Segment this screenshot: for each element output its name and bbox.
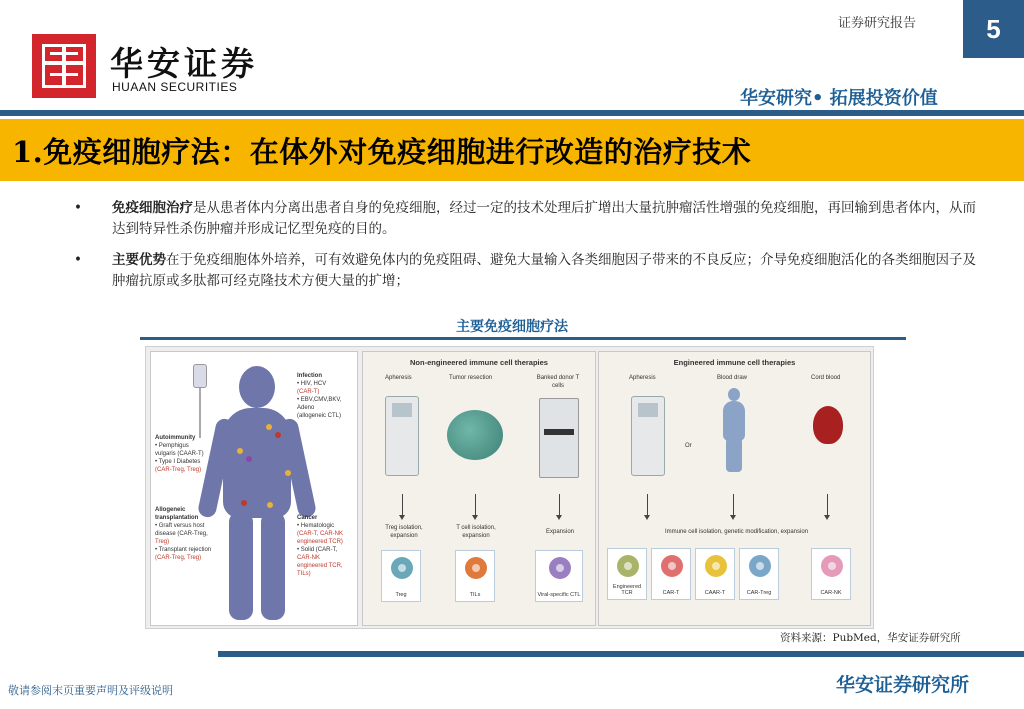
iv-line bbox=[199, 388, 201, 438]
bullet-keyword: 免疫细胞治疗 bbox=[112, 200, 193, 216]
cell-label: CAR-T bbox=[662, 590, 680, 596]
cancer-item: engineered TCR, bbox=[297, 563, 343, 569]
flow-arrow bbox=[647, 494, 648, 516]
title-band bbox=[0, 119, 1024, 181]
allogeneic-title: Allogeneic transplantation bbox=[155, 507, 199, 521]
figure-title: 主要免疫细胞疗法 bbox=[456, 319, 568, 335]
source-label: Apheresis bbox=[385, 375, 412, 381]
cancer-item: • Hematologic bbox=[297, 523, 335, 529]
car-t-cell-icon bbox=[661, 555, 683, 577]
cell-card bbox=[811, 548, 851, 600]
step-label: T cell isolation, expansion bbox=[456, 525, 496, 539]
allogeneic-item: • Graft versus host bbox=[155, 523, 205, 529]
source-label: Tumor resection bbox=[449, 375, 493, 381]
cell-card bbox=[381, 550, 421, 602]
cancer-title: Cancer bbox=[297, 515, 318, 521]
engineered-tcr-cell-icon bbox=[617, 555, 639, 577]
page-title: 1.免疫细胞疗法：在体外对免疫细胞进行改造的治疗技术 bbox=[12, 134, 752, 169]
car-nk-cell-icon bbox=[821, 555, 843, 577]
autoimmunity-title: Autoimmunity bbox=[155, 435, 196, 441]
cancer-item: TILs) bbox=[297, 571, 311, 577]
allogeneic-item: • Transplant rejection bbox=[155, 547, 212, 553]
apheresis-machine-icon bbox=[631, 396, 665, 476]
allogeneic-item: disease (CAR-Treg, bbox=[155, 531, 208, 537]
huaan-logo bbox=[32, 34, 96, 98]
cancer-item: (CAR-T, CAR-NK bbox=[297, 531, 343, 537]
cell-card bbox=[607, 548, 647, 600]
freezer-icon bbox=[539, 398, 579, 478]
bullet-text: 是从患者体内分离出患者自身的免疫细胞，经过一定的技术处理后扩增出大量抗肿瘤活性增强的免疫细胞，再回输到患者体内，从而达到特异性杀伤肿瘤并形成记忆型免疫的目的。 bbox=[112, 200, 976, 237]
or-label: Or bbox=[685, 443, 692, 449]
immune-therapy-figure bbox=[145, 346, 874, 629]
bullet-text: 在于免疫细胞体外培养，可有效避免体内的免疫阻碍、避免大量输入各类细胞因子带来的不良反应；介导免疫细胞活化的各类细胞因子及肿瘤抗原或多肽都可经克隆技术方便大量的扩增； bbox=[112, 252, 976, 289]
footer-divider bbox=[218, 651, 1024, 657]
donor-person-icon bbox=[721, 388, 747, 474]
flow-arrow bbox=[475, 494, 476, 516]
cell-label: Viral-specific CTL bbox=[537, 592, 581, 598]
cell-label: CAR-NK bbox=[820, 590, 842, 596]
infection-spot bbox=[275, 432, 281, 438]
infection-item: (CAR-T) bbox=[297, 389, 320, 395]
bullet-item bbox=[74, 198, 984, 240]
allogeneic-item: (CAR-Treg, Treg) bbox=[155, 555, 202, 561]
iv-bag-icon bbox=[193, 364, 207, 388]
til-cell-icon bbox=[465, 557, 487, 579]
autoimmunity-item: (CAR-Treg, Treg) bbox=[155, 467, 202, 473]
brand-name-en: HUAAN SECURITIES bbox=[112, 80, 238, 94]
autoimmunity-item: • Type I Diabetes bbox=[155, 459, 201, 465]
flow-arrow bbox=[733, 494, 734, 516]
infection-item: • EBV,CMV,BKV, bbox=[297, 397, 342, 403]
panel-title: Non-engineered immune cell therapies bbox=[410, 358, 548, 367]
cell-label: TILs bbox=[469, 592, 481, 598]
cell-card bbox=[535, 550, 583, 602]
bullet-item bbox=[74, 250, 984, 292]
flow-arrow bbox=[402, 494, 403, 516]
human-torso bbox=[223, 408, 291, 518]
cell-card bbox=[695, 548, 735, 600]
infection-item: Adeno bbox=[297, 405, 315, 411]
step-label: Treg isolation, expansion bbox=[385, 525, 423, 539]
panel-engineered bbox=[598, 351, 871, 626]
autoimmunity-spot bbox=[246, 456, 252, 462]
cancer-item: • Solid (CAR-T, bbox=[297, 547, 338, 553]
source-note: 资料来源：PubMed，华安证券研究所 bbox=[780, 632, 961, 644]
cell-label: Treg bbox=[395, 592, 407, 598]
cancer-spot bbox=[267, 502, 273, 508]
human-head bbox=[239, 366, 275, 408]
bullet-marker: • bbox=[74, 252, 82, 268]
step-label: Immune cell isolation, genetic modification, expansion bbox=[664, 529, 809, 535]
step-label: Expansion bbox=[545, 529, 575, 535]
car-treg-cell-icon bbox=[749, 555, 771, 577]
flow-arrow bbox=[559, 494, 560, 516]
source-label: Blood draw bbox=[717, 375, 748, 381]
brand-name-cn: 华安证券 bbox=[110, 44, 258, 83]
human-leg-left bbox=[229, 512, 253, 620]
slogan: 华安研究• 拓展投资价值 bbox=[740, 88, 938, 109]
cancer-spot bbox=[241, 500, 247, 506]
human-leg-right bbox=[261, 512, 285, 620]
footer-institute: 华安证券研究所 bbox=[836, 674, 970, 696]
infection-spot bbox=[266, 424, 272, 430]
cell-label: CAAR-T bbox=[704, 590, 726, 596]
infection-item: (allogeneic CTL) bbox=[297, 413, 342, 419]
report-type-label: 证券研究报告 bbox=[838, 16, 917, 31]
infection-title: Infection bbox=[297, 373, 322, 379]
cancer-item: CAR-NK bbox=[297, 555, 321, 561]
autoimmunity-spot bbox=[237, 448, 243, 454]
tumor-icon bbox=[447, 410, 503, 460]
autoimmunity-item: vulgaris (CAAR-T) bbox=[155, 451, 204, 457]
page-number: 5 bbox=[963, 0, 1024, 58]
infection-item: • HIV, HCV bbox=[297, 381, 327, 387]
bullet-marker: • bbox=[74, 200, 82, 216]
panel-applications bbox=[150, 351, 358, 626]
cell-label: Engineered TCR bbox=[612, 584, 642, 596]
cell-label: CAR-Treg bbox=[746, 590, 772, 596]
cell-card bbox=[455, 550, 495, 602]
autoimmunity-item: • Pemphigus bbox=[155, 443, 189, 449]
cancer-item: engineered TCR) bbox=[297, 539, 343, 545]
cell-card bbox=[651, 548, 691, 600]
header-divider bbox=[0, 110, 1024, 116]
cancer-spot bbox=[285, 470, 291, 476]
cord-blood-icon bbox=[813, 406, 843, 444]
source-label: Banked donor T cells bbox=[536, 375, 580, 389]
flow-arrow bbox=[827, 494, 828, 516]
disclaimer-link[interactable]: 敬请参阅末页重要声明及评级说明 bbox=[8, 684, 173, 697]
panel-title: Engineered immune cell therapies bbox=[673, 358, 796, 367]
panel-non-engineered bbox=[362, 351, 596, 626]
apheresis-machine-icon bbox=[385, 396, 419, 476]
bullet-keyword: 主要优势 bbox=[112, 252, 166, 268]
treg-cell-icon bbox=[391, 557, 413, 579]
caar-t-cell-icon bbox=[705, 555, 727, 577]
source-label: Cord blood bbox=[811, 375, 841, 381]
cell-card bbox=[739, 548, 779, 600]
allogeneic-item: Treg) bbox=[155, 539, 170, 545]
figure-title-rule bbox=[140, 337, 906, 340]
ctl-cell-icon bbox=[549, 557, 571, 579]
source-label: Apheresis bbox=[629, 375, 656, 381]
